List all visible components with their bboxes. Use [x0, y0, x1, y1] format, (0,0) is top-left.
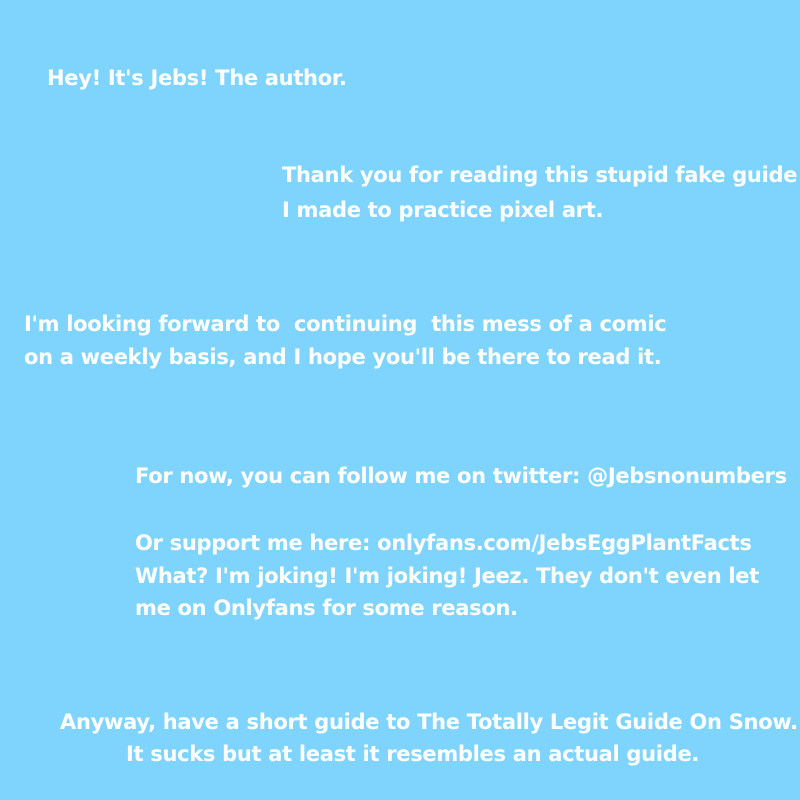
plans-text-line-1: I'm looking forward to continuing this mess of a comic — [24, 312, 667, 336]
support-text-line-2: What? I'm joking! I'm joking! Jeez. They don't even let — [135, 564, 759, 588]
thanks-text-line-2: I made to practice pixel art. — [282, 198, 604, 222]
follow-text: For now, you can follow me on twitter: @Jebsnonumbers — [135, 464, 787, 488]
greeting-text: Hey! It's Jebs! The author. — [47, 66, 347, 90]
plans-text-line-2: on a weekly basis, and I hope you'll be there to read it. — [24, 345, 662, 369]
closing-text-line-2: It sucks but at least it resembles an actual guide. — [126, 742, 700, 766]
support-text-line-3: me on Onlyfans for some reason. — [135, 596, 518, 620]
thanks-text-line-1: Thank you for reading this stupid fake guide — [282, 163, 798, 187]
closing-text-line-1: Anyway, have a short guide to The Totally Legit Guide On Snow. — [60, 710, 798, 734]
support-text-line-1: Or support me here: onlyfans.com/JebsEggPlantFacts — [135, 531, 752, 555]
